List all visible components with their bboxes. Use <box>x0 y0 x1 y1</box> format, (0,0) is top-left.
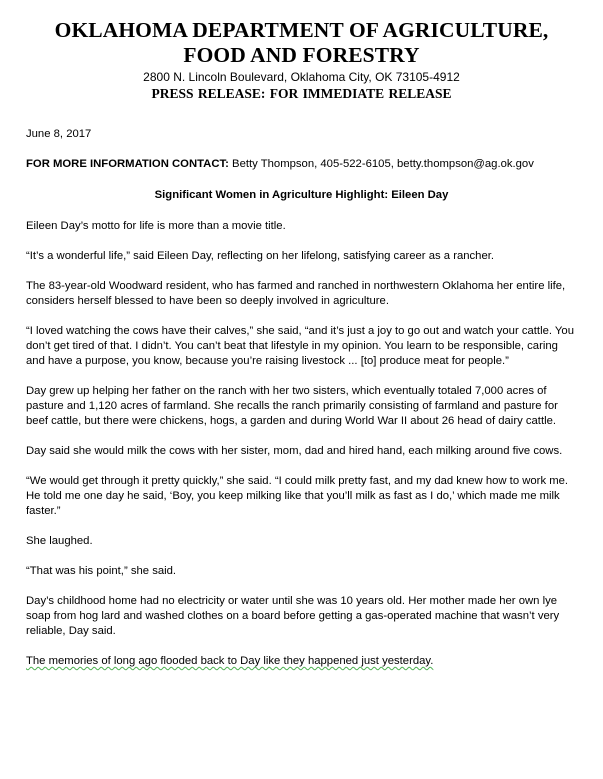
paragraph-5: Day grew up helping her father on the ranch with her two sisters, which eventually totaled 7,000 acres of pasture and 1,120 acres of farmland. She recalls the ranch primarily consisting of farmland and pasture for beef cattle, but there were chickens, hogs, a garden and during World War II about 26 head of dairy cattle. <box>26 385 558 427</box>
release-date: June 8, 2017 <box>26 128 92 140</box>
paragraph-1: Eileen Day’s motto for life is more than a movie title. <box>26 220 286 232</box>
paragraph-3: The 83-year-old Woodward resident, who has farmed and ranched in northwestern Oklahoma her entire life, considers herself blessed to have been so deeply involved in agriculture. <box>26 280 566 307</box>
paragraph-6: Day said she would milk the cows with her sister, mom, dad and hired hand, each milking around five cows. <box>26 445 563 457</box>
paragraph-4: “I loved watching the cows have their calves,” she said, “and it’s just a joy to go out and watch your cattle. You don’t get tired of that. I didn’t. You can’t beat that lifestyle in my opinion. You learn to be responsible, caring and have a purpose, you know, because you’re raising livestock ... [to] produce meat for people.” <box>26 325 574 367</box>
agency-name-line1: OKLAHOMA DEPARTMENT OF AGRICULTURE, <box>54 18 549 42</box>
paragraph-9: “That was his point,” she said. <box>26 565 177 577</box>
release-banner: PRESS RELEASE: FOR IMMEDIATE RELEASE <box>151 86 452 101</box>
contact-label: FOR MORE INFORMATION CONTACT: <box>26 158 229 170</box>
agency-name-line2: FOOD AND FORESTRY <box>183 43 420 67</box>
paragraph-2: “It’s a wonderful life,” said Eileen Day, reflecting on her lifelong, satisfying career as a rancher. <box>26 250 495 262</box>
paragraph-11: The memories of long ago flooded back to Day like they happened just yesterday. <box>26 655 434 667</box>
contact-line <box>26 157 577 172</box>
paragraph-8: She laughed. <box>26 535 93 547</box>
paragraph-7: “We would get through it pretty quickly,” she said. “I could milk pretty fast, and my dad knew how to work me. He told me one day he said, ‘Boy, you keep milking like that you’ll milk as fast as I do,’ which made me milk faster.” <box>26 475 569 517</box>
contact-details: Betty Thompson, 405-522-6105, betty.thompson@ag.ok.gov <box>228 158 534 170</box>
article-headline: Significant Women in Agriculture Highlight: Eileen Day <box>154 189 449 201</box>
paragraph-10: Day’s childhood home had no electricity or water until she was 10 years old. Her mother made her own lye soap from hog lard and washed clothes on a board before getting a gas-operated machine that wasn’t very reliable, Day said. <box>26 595 560 637</box>
agency-address: 2800 N. Lincoln Boulevard, Oklahoma City, OK 73105-4912 <box>143 70 460 84</box>
